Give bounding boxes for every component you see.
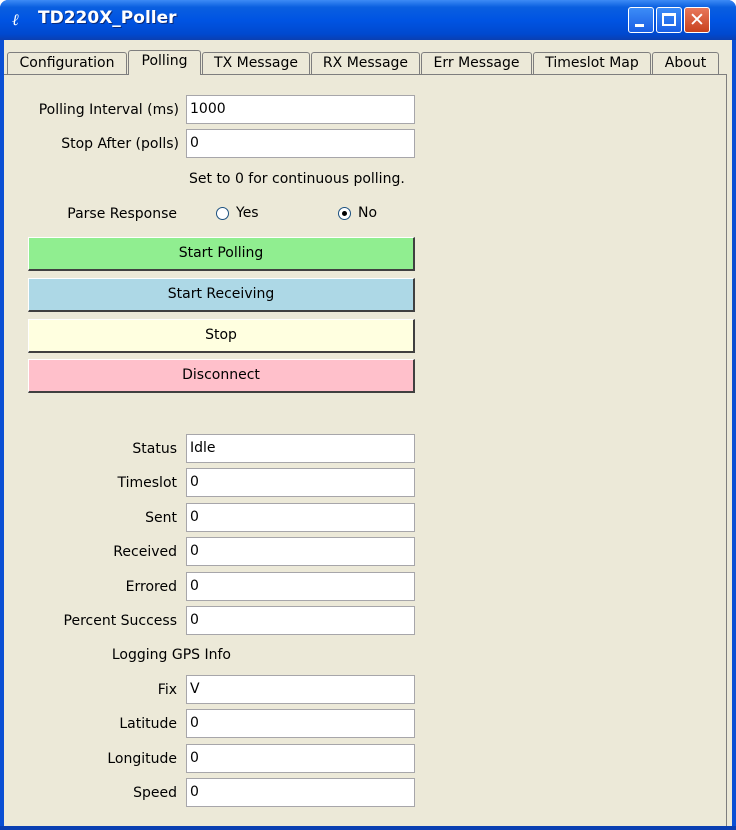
- errored-field[interactable]: 0: [186, 572, 415, 601]
- stop-after-label: Stop After (polls): [61, 136, 179, 152]
- disconnect-button[interactable]: Disconnect: [28, 359, 415, 393]
- stop-button[interactable]: Stop: [28, 319, 415, 353]
- close-button[interactable]: [684, 7, 710, 33]
- speed-field[interactable]: 0: [186, 778, 415, 807]
- tab-rx-message[interactable]: RX Message: [311, 52, 420, 74]
- received-label: Received: [113, 544, 177, 560]
- sent-field[interactable]: 0: [186, 503, 415, 532]
- latitude-label: Latitude: [119, 716, 177, 732]
- percent-success-label: Percent Success: [63, 613, 177, 629]
- sent-label: Sent: [145, 510, 177, 526]
- continuous-polling-note: Set to 0 for continuous polling.: [189, 171, 405, 187]
- start-polling-button[interactable]: Start Polling: [28, 237, 415, 271]
- speed-label: Speed: [133, 785, 177, 801]
- minimize-icon: [635, 24, 644, 27]
- timeslot-field[interactable]: 0: [186, 468, 415, 497]
- radio-on-icon: [338, 207, 351, 220]
- title-bar[interactable]: [0, 0, 736, 40]
- polling-interval-label: Polling Interval (ms): [38, 102, 179, 118]
- longitude-field[interactable]: 0: [186, 744, 415, 773]
- errored-label: Errored: [125, 579, 177, 595]
- maximize-button[interactable]: [656, 7, 682, 33]
- radio-off-icon: [216, 207, 229, 220]
- tab-configuration[interactable]: Configuration: [7, 52, 127, 74]
- tab-err-message[interactable]: Err Message: [421, 52, 532, 74]
- polling-interval-field[interactable]: 1000: [186, 95, 415, 124]
- minimize-button[interactable]: [628, 7, 654, 33]
- fix-label: Fix: [157, 682, 177, 698]
- tab-polling[interactable]: Polling: [128, 50, 201, 75]
- tab-about[interactable]: About: [652, 52, 719, 74]
- received-field[interactable]: 0: [186, 537, 415, 566]
- parse-response-label: Parse Response: [67, 206, 177, 222]
- start-receiving-button[interactable]: Start Receiving: [28, 278, 415, 312]
- window-title: TD220X_Poller: [38, 8, 177, 28]
- tab-panel-right-border: [726, 74, 727, 826]
- timeslot-label: Timeslot: [117, 475, 177, 491]
- status-field[interactable]: Idle: [186, 434, 415, 463]
- latitude-field[interactable]: 0: [186, 709, 415, 738]
- window-frame-bottom: [0, 826, 736, 830]
- gps-info-heading: Logging GPS Info: [111, 647, 231, 663]
- feather-icon: ℓ: [12, 10, 19, 29]
- tab-timeslot-map[interactable]: Timeslot Map: [533, 52, 651, 74]
- stop-after-field[interactable]: 0: [186, 129, 415, 158]
- longitude-label: Longitude: [107, 751, 177, 767]
- window-frame-right: [732, 40, 736, 830]
- fix-field[interactable]: V: [186, 675, 415, 704]
- status-label: Status: [132, 441, 177, 457]
- percent-success-field[interactable]: 0: [186, 606, 415, 635]
- tab-tx-message[interactable]: TX Message: [202, 52, 310, 74]
- tab-bar: [4, 50, 732, 75]
- tab-panel-border: [4, 74, 726, 75]
- client-area: Configuration Polling TX Message RX Message Err Message Timeslot Map About Polling Interval (ms) 1000 Stop After (polls) 0 Set to 0 for continuous polling. Parse Response Yes No Start Polling Start Receiving Stop Disconnect Status Idle Timeslot 0 Sent 0 Received 0 Errored 0 Percent Success 0 Logging GPS Info Fix V Latitude 0 Longitude 0 Speed 0: [4, 40, 732, 826]
- maximize-icon: [662, 13, 676, 26]
- close-icon: ✕: [689, 9, 705, 31]
